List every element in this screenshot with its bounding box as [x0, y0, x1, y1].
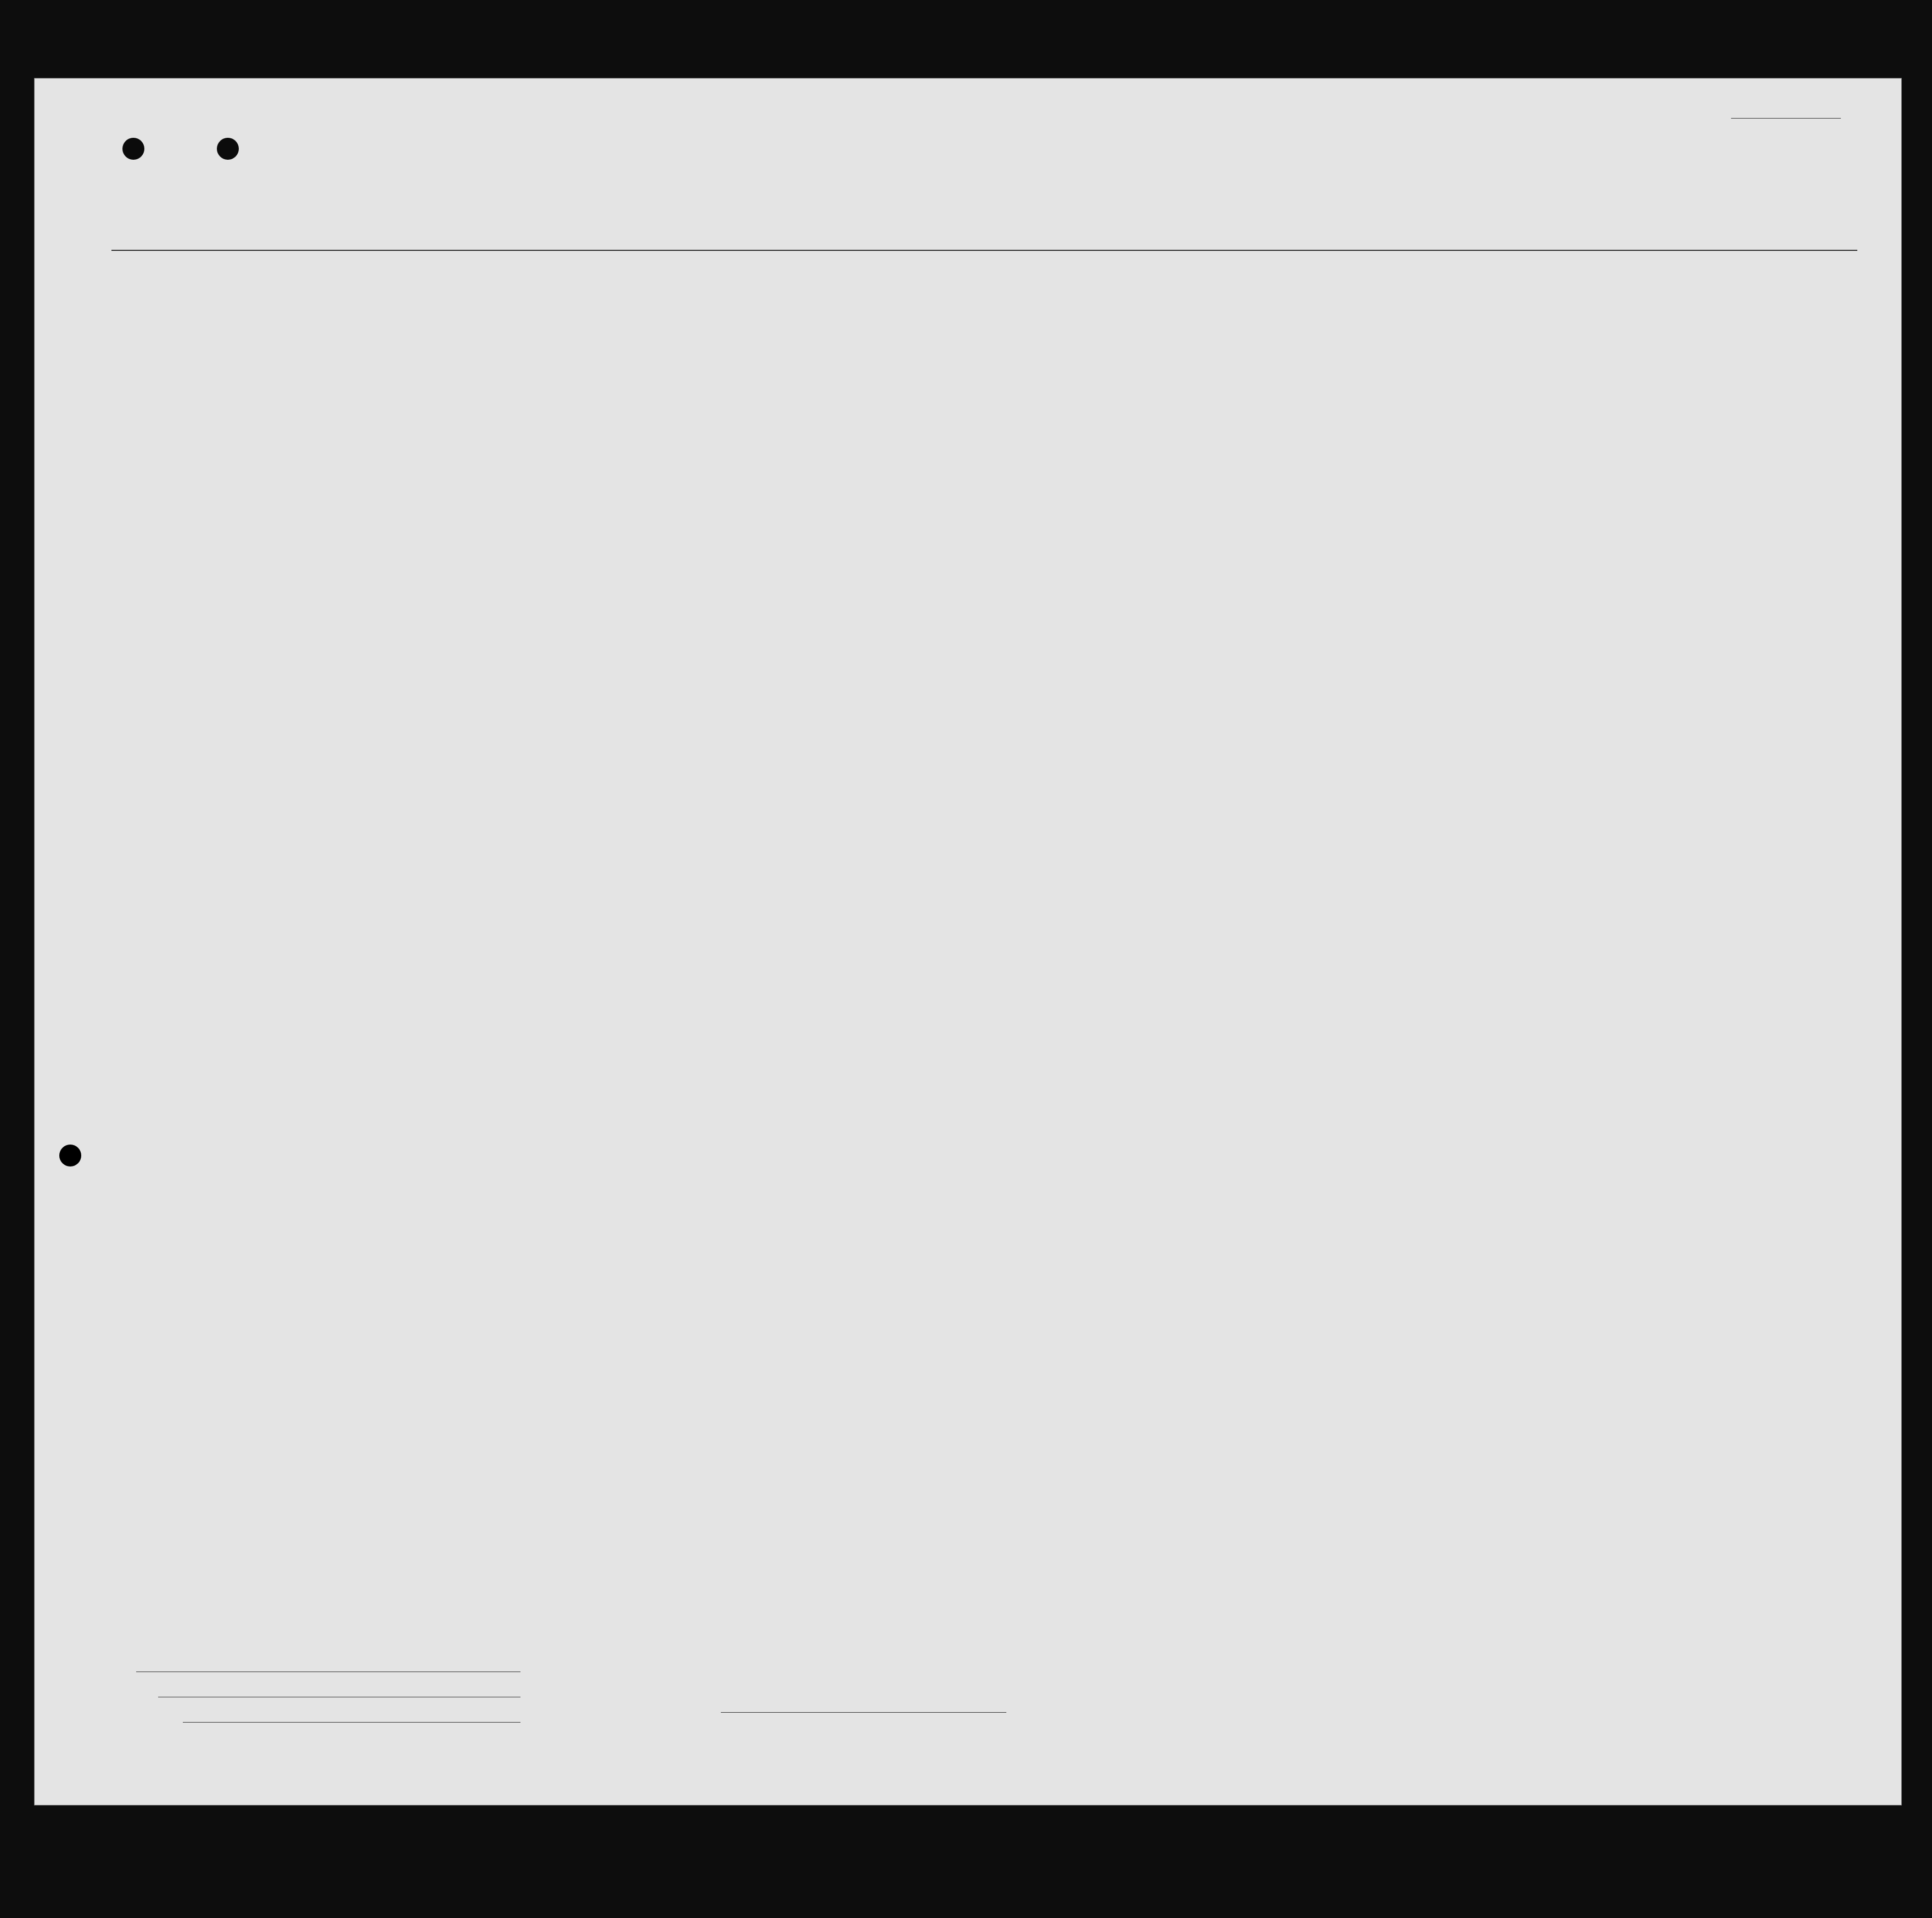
manifest-sheet	[34, 78, 1902, 1805]
punch-hole	[217, 138, 239, 160]
punch-hole	[59, 1145, 81, 1166]
punch-hole	[122, 138, 144, 160]
